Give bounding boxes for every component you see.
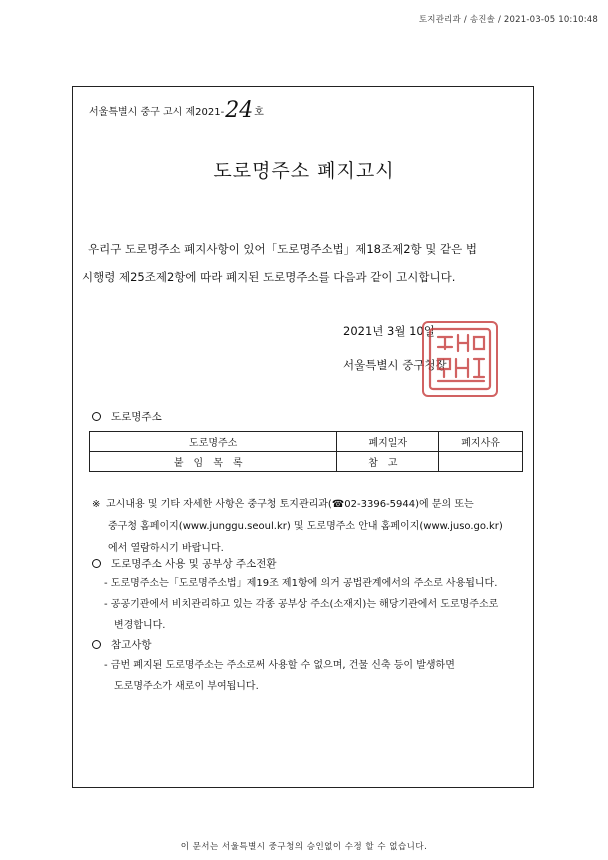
note-text: 고시내용 및 기타 자세한 사항은 중구청 토지관리과(☎02-3396-5944)에 문의 또는 bbox=[106, 499, 474, 510]
notice-number bbox=[89, 98, 264, 123]
section-heading-road-address bbox=[92, 409, 162, 424]
issuer-name: 서울특별시 중구청장 bbox=[343, 358, 447, 372]
note-line bbox=[92, 494, 530, 516]
notice-number-handwritten: 24 bbox=[225, 98, 254, 123]
note-mark: ※ bbox=[92, 499, 101, 510]
list-item-text: 도로명주소가 새로이 부여됩니다. bbox=[114, 681, 259, 692]
table-header-cell: 도로명주소 bbox=[90, 432, 337, 452]
notice-body-line: 우리구 도로명주소 폐지사항이 있어「도로명주소법」제18조제2항 및 같은 법 bbox=[88, 242, 478, 256]
notice-body-line: 시행령 제25조제2항에 따라 폐지된 도로명주소를 다음과 같이 고시합니다. bbox=[82, 270, 456, 284]
notice-body bbox=[82, 235, 522, 291]
section-heading-label: 도로명주소 사용 및 공부상 주소전환 bbox=[111, 558, 277, 570]
document-footer: 이 문서는 서울특별시 중구청의 승인없이 수정 할 수 없습니다. bbox=[180, 842, 428, 852]
list-item-text: - 도로명주소는「도로명주소법」제19조 제1항에 의거 공법관계에서의 주소로 사용됩니다. bbox=[104, 578, 498, 589]
notice-number-prefix: 서울특별시 중구 고시 제2021- bbox=[89, 107, 225, 118]
list-item-text: - 금번 폐지된 도로명주소는 주소로써 사용할 수 없으며, 건물 신축 등이 발생하면 bbox=[104, 660, 455, 671]
notice-date: 2021년 3월 10일 bbox=[343, 324, 435, 338]
page-title: 도로명주소 폐지고시 bbox=[213, 160, 395, 182]
road-address-table bbox=[89, 431, 523, 472]
official-seal-icon bbox=[422, 321, 498, 397]
list-item bbox=[104, 594, 534, 636]
document-stamp-header: 토지관리과 / 송진솔 / 2021-03-05 10:10:48 bbox=[418, 15, 598, 25]
list-item bbox=[104, 573, 534, 594]
bullet-circle-icon bbox=[92, 640, 101, 649]
section-heading-label: 참고사항 bbox=[111, 639, 152, 651]
section-heading-notes bbox=[92, 637, 152, 652]
table-cell: 붙임목록 bbox=[90, 452, 337, 472]
table-row bbox=[90, 452, 523, 472]
note-line: 에서 열람하시기 바랍니다. bbox=[108, 543, 224, 554]
table-cell: 참고 bbox=[337, 452, 439, 472]
reference-note bbox=[92, 494, 530, 560]
table-header-cell: 폐지사유 bbox=[439, 432, 523, 452]
section-heading-label: 도로명주소 bbox=[111, 411, 162, 423]
table-cell bbox=[439, 452, 523, 472]
note-line: 중구청 홈페이지(www.junggu.seoul.kr) 및 도로명주소 안내 홈페이지(www.juso.go.kr) bbox=[108, 521, 503, 532]
list-item-text: - 공공기관에서 비치관리하고 있는 각종 공부상 주소(소재지)는 해당기관에서 도로명주소로 bbox=[104, 599, 499, 610]
list-item bbox=[104, 655, 534, 697]
table-header-cell: 폐지일자 bbox=[337, 432, 439, 452]
bullet-circle-icon bbox=[92, 412, 101, 421]
section-heading-address-conversion bbox=[92, 556, 277, 571]
notice-number-suffix: 호 bbox=[254, 107, 264, 118]
table-header-row bbox=[90, 432, 523, 452]
bullet-circle-icon bbox=[92, 559, 101, 568]
list-item-text: 변경합니다. bbox=[114, 620, 166, 631]
